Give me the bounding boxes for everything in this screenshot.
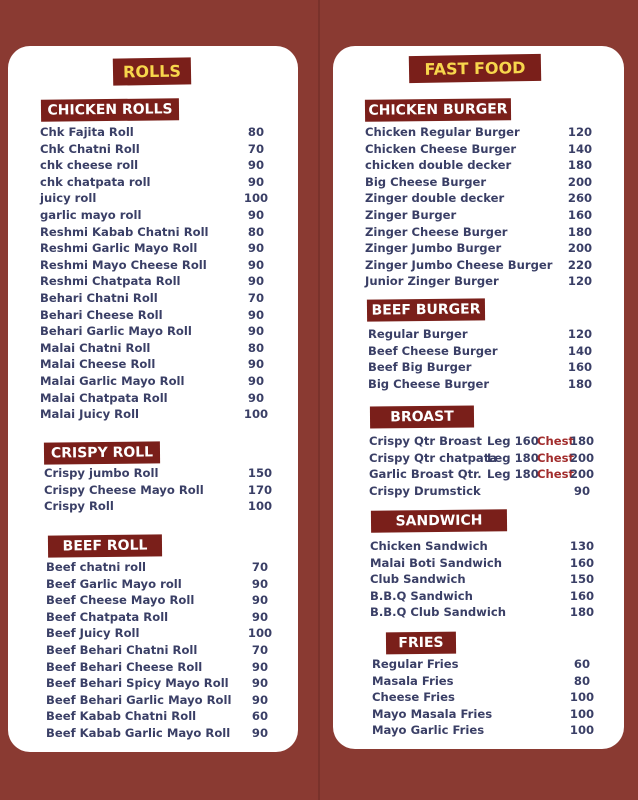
menu-item xyxy=(372,690,602,707)
item-price: 70 xyxy=(247,141,265,156)
beef-roll-heading: BEEF ROLL xyxy=(48,534,162,557)
item-name: Crispy Qtr chatpata xyxy=(369,450,498,465)
item-name: Beef Cheese Mayo Roll xyxy=(46,593,195,608)
leg-price: Leg 180 xyxy=(487,450,539,465)
menu-item xyxy=(365,175,600,192)
item-price: 80 xyxy=(247,125,265,139)
fast-food-panel xyxy=(333,46,624,749)
item-price: 90 xyxy=(247,241,265,256)
leg-price: Leg 160 xyxy=(487,434,539,448)
item-price: 90 xyxy=(251,676,269,691)
item-price: 90 xyxy=(247,207,265,222)
item-price: 90 xyxy=(247,257,265,272)
menu-item xyxy=(372,674,602,691)
item-price: 90 xyxy=(247,373,265,388)
menu-item xyxy=(40,125,276,142)
item-price: 90 xyxy=(251,692,269,707)
menu-item xyxy=(44,466,280,483)
item-price: 140 xyxy=(567,141,593,156)
beef-burger-list xyxy=(368,327,600,393)
item-price: 90 xyxy=(247,390,265,405)
item-price: 100 xyxy=(569,706,595,721)
menu-item xyxy=(40,374,276,391)
broast-heading: BROAST xyxy=(370,405,474,428)
menu-item xyxy=(365,274,600,291)
item-price: 180 xyxy=(567,376,593,391)
menu-item xyxy=(365,258,600,275)
menu-item xyxy=(372,707,602,724)
menu-item xyxy=(40,308,276,325)
item-price: 90 xyxy=(573,483,591,498)
menu-item xyxy=(40,324,276,341)
item-price: 150 xyxy=(569,572,595,587)
item-name: Malai Chatni Roll xyxy=(40,340,151,355)
menu-item xyxy=(365,158,600,175)
menu-item xyxy=(46,676,280,693)
item-name: chk cheese roll xyxy=(40,158,139,173)
menu-item xyxy=(40,208,276,225)
item-price: 120 xyxy=(567,125,593,139)
item-name: Malai Boti Sandwich xyxy=(370,555,503,570)
item-name: chk chatpata roll xyxy=(40,174,151,189)
item-price: 150 xyxy=(247,466,273,480)
item-price: 180 xyxy=(567,224,593,239)
chicken-rolls-list xyxy=(40,125,276,424)
item-price: 200 xyxy=(569,450,595,465)
menu-item xyxy=(369,467,602,484)
item-name: Crispy Cheese Mayo Roll xyxy=(44,482,204,497)
crispy-roll-heading: CRISPY ROLL xyxy=(44,441,160,464)
item-price: 60 xyxy=(573,657,591,671)
menu-item xyxy=(40,291,276,308)
item-name: Junior Zinger Burger xyxy=(365,274,499,289)
item-name: Behari Cheese Roll xyxy=(40,307,163,322)
item-price: 90 xyxy=(247,274,265,289)
item-name: Reshmi Chatpata Roll xyxy=(40,274,181,289)
item-price: 90 xyxy=(251,576,269,591)
item-name: Malai Juicy Roll xyxy=(40,407,140,422)
item-price: 180 xyxy=(567,158,593,173)
menu-item xyxy=(369,451,602,468)
item-price: 90 xyxy=(247,158,265,173)
item-price: 120 xyxy=(567,327,593,341)
item-price: 70 xyxy=(247,290,265,305)
item-price: 100 xyxy=(243,407,269,422)
item-price: 160 xyxy=(567,360,593,375)
chest-label: Chest xyxy=(537,450,575,465)
item-name: Beef Big Burger xyxy=(368,360,472,375)
item-price: 130 xyxy=(569,539,595,553)
item-price: 90 xyxy=(251,725,269,740)
item-name: Beef Chatpata Roll xyxy=(46,609,169,624)
menu-item xyxy=(370,539,602,556)
menu-item xyxy=(370,556,602,573)
menu-item xyxy=(44,483,280,500)
item-name: juicy roll xyxy=(40,191,97,206)
item-name: B.B.Q Club Sandwich xyxy=(370,605,506,620)
item-name: Regular Fries xyxy=(372,657,459,671)
item-name: Zinger Jumbo Burger xyxy=(365,241,502,256)
menu-item xyxy=(365,125,600,142)
item-name: Chicken Cheese Burger xyxy=(365,141,517,156)
menu-item xyxy=(40,357,276,374)
beef-burger-heading: BEEF BURGER xyxy=(367,298,485,321)
item-name: Beef chatni roll xyxy=(46,560,147,574)
item-price: 100 xyxy=(247,626,273,641)
menu-item xyxy=(368,327,600,344)
item-price: 60 xyxy=(251,709,269,724)
item-name: Behari Garlic Mayo Roll xyxy=(40,324,192,339)
item-price: 80 xyxy=(247,224,265,239)
item-name: Beef Garlic Mayo roll xyxy=(46,576,182,591)
item-price: 80 xyxy=(247,340,265,355)
item-price: 140 xyxy=(567,343,593,358)
menu-item xyxy=(40,391,276,408)
menu-item xyxy=(365,208,600,225)
item-name: Beef Cheese Burger xyxy=(368,343,498,358)
item-name: Reshmi Kabab Chatni Roll xyxy=(40,224,209,239)
item-name: Reshmi Garlic Mayo Roll xyxy=(40,241,198,256)
item-price: 90 xyxy=(251,593,269,608)
menu-item xyxy=(368,377,600,394)
item-price: 200 xyxy=(567,174,593,189)
item-price: 200 xyxy=(567,241,593,256)
rolls-title: ROLLS xyxy=(113,57,191,85)
item-name: Crispy jumbo Roll xyxy=(44,466,159,480)
item-name: Garlic Broast Qtr. xyxy=(369,467,482,482)
item-name: Mayo Garlic Fries xyxy=(372,723,485,738)
menu-item xyxy=(46,693,280,710)
item-name: Beef Juicy Roll xyxy=(46,626,140,641)
item-name: garlic mayo roll xyxy=(40,207,142,222)
item-price: 220 xyxy=(567,257,593,272)
page-fold xyxy=(318,0,320,800)
item-price: 120 xyxy=(567,274,593,289)
menu-item xyxy=(46,626,280,643)
sandwich-list xyxy=(370,539,602,622)
menu-item xyxy=(40,158,276,175)
item-price: 90 xyxy=(251,659,269,674)
item-name: Regular Burger xyxy=(368,327,468,341)
item-name: Beef Behari Spicy Mayo Roll xyxy=(46,676,229,691)
menu-item xyxy=(46,643,280,660)
menu-item xyxy=(46,660,280,677)
item-name: Chk Fajita Roll xyxy=(40,125,134,139)
menu-item xyxy=(369,484,602,501)
menu-item xyxy=(369,434,602,451)
item-price: 90 xyxy=(247,174,265,189)
menu-item xyxy=(40,407,276,424)
menu-item xyxy=(40,225,276,242)
menu-item xyxy=(370,572,602,589)
item-name: B.B.Q Sandwich xyxy=(370,588,473,603)
broast-list xyxy=(369,434,602,500)
item-price: 100 xyxy=(569,690,595,705)
item-price: 70 xyxy=(251,642,269,657)
item-name: Malai Cheese Roll xyxy=(40,357,156,372)
item-price: 90 xyxy=(247,324,265,339)
menu-item xyxy=(365,225,600,242)
item-price: 90 xyxy=(247,307,265,322)
menu-item xyxy=(40,274,276,291)
menu-item xyxy=(368,344,600,361)
item-name: chicken double decker xyxy=(365,158,512,173)
menu-item xyxy=(46,610,280,627)
item-name: Zinger Burger xyxy=(365,207,457,222)
item-price: 160 xyxy=(567,207,593,222)
menu-item xyxy=(40,241,276,258)
item-price: 170 xyxy=(247,482,273,497)
item-name: Beef Behari Garlic Mayo Roll xyxy=(46,692,232,707)
item-name: Zinger Jumbo Cheese Burger xyxy=(365,257,553,272)
chicken-burger-heading: CHICKEN BURGER xyxy=(365,98,511,122)
item-name: Crispy Qtr Broast xyxy=(369,434,482,448)
menu-item xyxy=(46,577,280,594)
item-price: 100 xyxy=(243,191,269,206)
menu-item xyxy=(40,191,276,208)
leg-price: Leg 180 xyxy=(487,467,539,482)
menu-item xyxy=(40,258,276,275)
beef-roll-list xyxy=(46,560,280,743)
chicken-rolls-heading: CHICKEN ROLLS xyxy=(41,98,179,121)
menu-item xyxy=(40,142,276,159)
item-price: 180 xyxy=(569,434,595,448)
item-name: Behari Chatni Roll xyxy=(40,290,158,305)
rolls-panel xyxy=(8,46,298,752)
item-name: Chicken Regular Burger xyxy=(365,125,520,139)
item-price: 200 xyxy=(569,467,595,482)
item-price: 260 xyxy=(567,191,593,206)
item-name: Chk Chatni Roll xyxy=(40,141,140,156)
menu-item xyxy=(370,605,602,622)
crispy-roll-list xyxy=(44,466,280,516)
menu-item xyxy=(365,241,600,258)
item-price: 90 xyxy=(251,609,269,624)
menu-item xyxy=(46,560,280,577)
chicken-burger-list xyxy=(365,125,600,291)
item-name: Reshmi Mayo Cheese Roll xyxy=(40,257,207,272)
item-name: Club Sandwich xyxy=(370,572,466,587)
menu-item xyxy=(40,341,276,358)
menu-item xyxy=(46,593,280,610)
menu-item xyxy=(365,142,600,159)
menu-item xyxy=(372,657,602,674)
menu-item xyxy=(368,360,600,377)
item-name: Mayo Masala Fries xyxy=(372,706,493,721)
item-name: Big Cheese Burger xyxy=(368,376,490,391)
item-price: 90 xyxy=(247,357,265,372)
fast-food-title: FAST FOOD xyxy=(409,54,541,83)
menu-item xyxy=(46,726,280,743)
item-name: Beef Behari Cheese Roll xyxy=(46,659,203,674)
item-price: 70 xyxy=(251,560,269,574)
item-name: Zinger Cheese Burger xyxy=(365,224,508,239)
item-price: 160 xyxy=(569,588,595,603)
item-name: Malai Chatpata Roll xyxy=(40,390,168,405)
item-price: 180 xyxy=(569,605,595,620)
sandwich-heading: SANDWICH xyxy=(371,509,507,532)
item-price: 160 xyxy=(569,555,595,570)
item-name: Crispy Drumstick xyxy=(369,483,481,498)
item-name: Big Cheese Burger xyxy=(365,174,487,189)
chest-label: Chest xyxy=(537,467,575,482)
menu-item xyxy=(370,589,602,606)
item-name: Chicken Sandwich xyxy=(370,539,488,553)
menu-item xyxy=(365,191,600,208)
menu-item xyxy=(46,709,280,726)
item-name: Malai Garlic Mayo Roll xyxy=(40,373,185,388)
item-name: Masala Fries xyxy=(372,673,454,688)
item-price: 100 xyxy=(247,499,273,514)
menu-item xyxy=(372,723,602,740)
item-price: 80 xyxy=(573,673,591,688)
fries-list xyxy=(372,657,602,740)
item-name: Cheese Fries xyxy=(372,690,455,705)
item-name: Beef Kabab Chatni Roll xyxy=(46,709,197,724)
item-name: Beef Behari Chatni Roll xyxy=(46,642,198,657)
item-name: Crispy Roll xyxy=(44,499,114,514)
fries-heading: FRIES xyxy=(386,632,456,655)
menu-item xyxy=(40,175,276,192)
item-name: Beef Kabab Garlic Mayo Roll xyxy=(46,725,231,740)
menu-item xyxy=(44,499,280,516)
item-name: Zinger double decker xyxy=(365,191,505,206)
item-price: 100 xyxy=(569,723,595,738)
chest-label: Chest xyxy=(537,434,575,448)
